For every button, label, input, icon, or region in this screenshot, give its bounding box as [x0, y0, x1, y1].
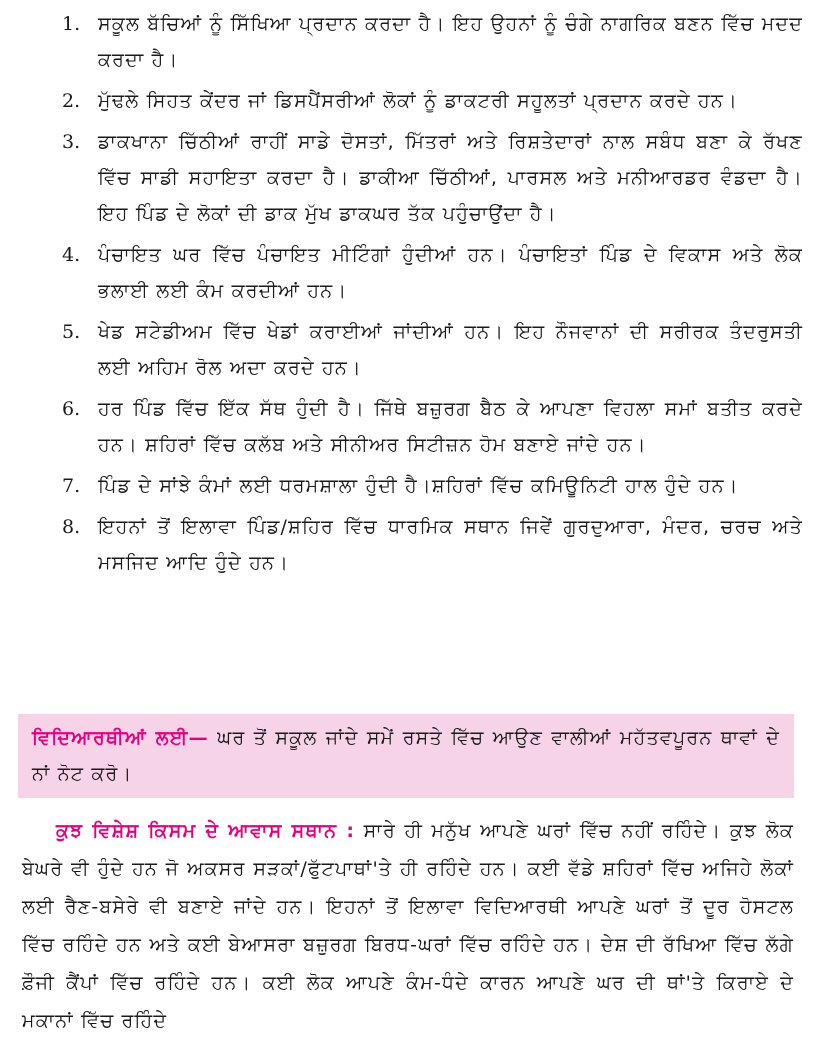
list-item-number: 8. — [62, 516, 81, 538]
list-item-number: 5. — [62, 321, 81, 343]
list-item-number: 4. — [62, 244, 81, 266]
special-housing-paragraph — [22, 812, 794, 1040]
list-item-text: ਹਰ ਪਿੰਡ ਵਿੱਚ ਇੱਕ ਸੱਥ ਹੁੰਦੀ ਹੈ। ਜਿੱਥੇ ਬਜ਼ੁਰਗ ਬੈਠ ਕੇ ਆਪਣਾ ਵਿਹਲਾ ਸਮਾਂ ਬਤੀਤ ਕਰਦੇ ਹਨ। ਸ਼ਹਿਰਾਂ ਵਿੱਚ ਕਲੱਬ ਅਤੇ ਸੀਨੀਅਰ ਸਿਟੀਜ਼ਨ ਹੋਮ ਬਣਾਏ ਜਾਂਦੇ ਹਨ। — [98, 398, 803, 456]
special-housing-text: ਸਾਰੇ ਹੀ ਮਨੁੱਖ ਆਪਣੇ ਘਰਾਂ ਵਿੱਚ ਨਹੀਂ ਰਹਿੰਦੇ। ਕੁਝ ਲੋਕ ਬੇਘਰੇ ਵੀ ਹੁੰਦੇ ਹਨ ਜੋ ਅਕਸਰ ਸੜਕਾਂ/ਫੁੱਟਪਾਥਾਂ'ਤੇ ਹੀ ਰਹਿੰਦੇ ਹਨ। ਕਈ ਵੱਡੇ ਸ਼ਹਿਰਾਂ ਵਿੱਚ ਅਜਿਹੇ ਲੋਕਾਂ ਲਈ ਰੈਣ-ਬਸੇਰੇ ਵੀ ਬਣਾਏ ਜਾਂਦੇ ਹਨ। ਇਹਨਾਂ ਤੋਂ ਇਲਾਵਾ ਵਿਦਿਆਰਥੀ ਆਪਣੇ ਘਰਾਂ ਤੋਂ ਦੂਰ ਹੋਸਟਲ ਵਿੱਚ ਰਹਿੰਦੇ ਹਨ ਅਤੇ ਕਈ ਬੇਆਸਰਾ ਬਜ਼ੁਰਗ ਬਿਰਧ-ਘਰਾਂ ਵਿੱਚ ਰਹਿੰਦੇ ਹਨ। ਦੇਸ਼ ਦੀ ਰੱਖਿਆ ਵਿੱਚ ਲੱਗੇ ਫ਼ੌਜੀ ਕੈਂਪਾਂ ਵਿੱਚ ਰਹਿੰਦੇ ਹਨ। ਕਈ ਲੋਕ ਆਪਣੇ ਕੰਮ-ਧੰਦੇ ਕਾਰਨ ਆਪਣੇ ਘਰ ਦੀ ਥਾਂ'ਤੇ ਕਿਰਾਏ ਦੇ ਮਕਾਨਾਂ ਵਿੱਚ ਰਹਿੰਦੇ — [22, 820, 795, 1032]
special-housing-heading: ਕੁਝ ਵਿਸ਼ੇਸ਼ ਕਿਸਮ ਦੇ ਆਵਾਸ ਸਥਾਨ : — [56, 820, 356, 842]
list-item — [0, 124, 831, 232]
student-tip-text: ਘਰ ਤੋਂ ਸਕੂਲ ਜਾਂਦੇ ਸਮੇਂ ਰਸਤੇ ਵਿੱਚ ਆਉਣ ਵਾਲੀਆਂ ਮਹੱਤਵਪੂਰਨ ਥਾਵਾਂ ਦੇ ਨਾਂ ਨੋਟ ਕਰੋ। — [32, 727, 780, 785]
list-item-number: 3. — [62, 131, 81, 153]
list-item-number: 7. — [62, 475, 81, 497]
list-item — [0, 391, 831, 463]
list-item-text: ਮੁੱਢਲੇ ਸਿਹਤ ਕੇਂਦਰ ਜਾਂ ਡਿਸਪੈਂਸਰੀਆਂ ਲੋਕਾਂ ਨੂੰ ਡਾਕਟਰੀ ਸਹੂਲਤਾਂ ਪ੍ਰਦਾਨ ਕਰਦੇ ਹਨ। — [98, 90, 738, 112]
list-item — [0, 314, 831, 386]
list-item-text: ਪੰਚਾਇਤ ਘਰ ਵਿੱਚ ਪੰਚਾਇਤ ਮੀਟਿੰਗਾਂ ਹੁੰਦੀਆਂ ਹਨ। ਪੰਚਾਇਤਾਂ ਪਿੰਡ ਦੇ ਵਿਕਾਸ ਅਤੇ ਲੋਕ ਭਲਾਈ ਲਈ ਕੰਮ ਕਰਦੀਆਂ ਹਨ। — [98, 244, 803, 302]
student-tip-box — [18, 714, 794, 798]
list-item-text: ਇਹਨਾਂ ਤੋਂ ਇਲਾਵਾ ਪਿੰਡ/ਸ਼ਹਿਰ ਵਿੱਚ ਧਾਰਮਿਕ ਸਥਾਨ ਜਿਵੇਂ ਗੁਰਦੁਆਰਾ, ਮੰਦਰ, ਚਰਚ ਅਤੇ ਮਸਜਿਦ ਆਦਿ ਹੁੰਦੇ ਹਨ। — [98, 516, 803, 574]
list-item-number: 2. — [62, 90, 81, 112]
list-item-text: ਪਿੰਡ ਦੇ ਸਾਂਝੇ ਕੰਮਾਂ ਲਈ ਧਰਮਸ਼ਾਲਾ ਹੁੰਦੀ ਹੈ।ਸ਼ਹਿਰਾਂ ਵਿੱਚ ਕਮਿਊਨਿਟੀ ਹਾਲ ਹੁੰਦੇ ਹਨ। — [98, 475, 739, 497]
list-item-number: 6. — [62, 398, 81, 420]
list-item-text: ਡਾਕਖਾਨਾ ਚਿੱਠੀਆਂ ਰਾਹੀਂ ਸਾਡੇ ਦੋਸਤਾਂ, ਮਿੱਤਰਾਂ ਅਤੇ ਰਿਸ਼ਤੇਦਾਰਾਂ ਨਾਲ ਸਬੰਧ ਬਣਾ ਕੇ ਰੱਖਣ ਵਿੱਚ ਸਾਡੀ ਸਹਾਇਤਾ ਕਰਦਾ ਹੈ। ਡਾਕੀਆ ਚਿੱਠੀਆਂ, ਪਾਰਸਲ ਅਤੇ ਮਨੀਆਰਡਰ ਵੰਡਦਾ ਹੈ। ਇਹ ਪਿੰਡ ਦੇ ਲੋਕਾਂ ਦੀ ਡਾਕ ਮੁੱਖ ਡਾਕਘਰ ਤੱਕ ਪਹੁੰਚਾਉਂਦਾ ਹੈ। — [98, 131, 803, 225]
list-item — [0, 6, 831, 78]
student-tip-label: ਵਿਦਿਆਰਥੀਆਂ ਲਈ— — [32, 727, 209, 749]
list-item-text: ਸਕੂਲ ਬੱਚਿਆਂ ਨੂੰ ਸਿੱਖਿਆ ਪ੍ਰਦਾਨ ਕਰਦਾ ਹੈ। ਇਹ ਉਹਨਾਂ ਨੂੰ ਚੰਗੇ ਨਾਗਰਿਕ ਬਣਨ ਵਿੱਚ ਮਦਦ ਕਰਦਾ ਹੈ। — [98, 13, 803, 71]
list-item-number: 1. — [62, 13, 81, 35]
list-item — [0, 468, 831, 504]
list-item — [0, 237, 831, 309]
list-item — [0, 83, 831, 119]
numbered-list — [0, 6, 831, 586]
list-item — [0, 509, 831, 581]
list-item-text: ਖੇਡ ਸਟੇਡੀਅਮ ਵਿੱਚ ਖੇਡਾਂ ਕਰਾਈਆਂ ਜਾਂਦੀਆਂ ਹਨ। ਇਹ ਨੌਜਵਾਨਾਂ ਦੀ ਸਰੀਰਕ ਤੰਦਰੁਸਤੀ ਲਈ ਅਹਿਮ ਰੋਲ ਅਦਾ ਕਰਦੇ ਹਨ। — [98, 321, 803, 379]
